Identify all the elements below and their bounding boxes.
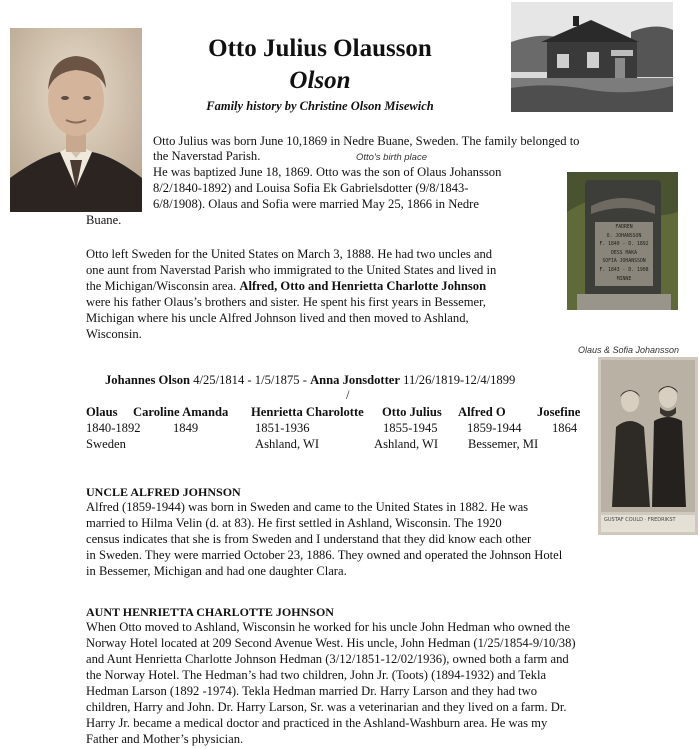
henrietta-line: children, Harry and John. Dr. Harry Larson, Sr. was a veterinarian and they lived on a farm. Dr.	[86, 700, 567, 714]
child-name: Caroline Amanda	[133, 405, 229, 419]
child-place: Ashland, WI	[255, 437, 320, 451]
child-dates: 1840-1892	[86, 421, 141, 435]
emigration-line: were his father Olaus’s brothers and sister. He spent his first years in Bessemer,	[86, 295, 486, 309]
child-name: Otto Julius	[382, 405, 442, 419]
headstone-line: SOFIA JOHANSSON	[602, 259, 646, 265]
henrietta-line: Harry Jr. became a medical doctor and practiced in the Ashland-Washburn area. He was my	[86, 716, 548, 730]
byline: Family history by Christine Olson Misewich	[206, 99, 434, 113]
portrait-photo	[10, 28, 142, 212]
grandmother-dates: 11/26/1819-12/4/1899	[403, 373, 516, 387]
headstone-line: O. JOHANSSON	[606, 233, 642, 239]
child-place: Sweden	[86, 437, 126, 451]
intro-line: Buane.	[86, 213, 122, 227]
page-title: Otto Julius Olausson	[208, 35, 432, 62]
intro-line: Otto Julius was born June 10,1869 in Nedre Buane, Sweden. The family belonged to	[153, 134, 580, 148]
alfred-line: census indicates that she is from Sweden and I understand that they did know each other	[86, 532, 532, 546]
intro-line: He was baptized June 18, 1869. Otto was the son of Olaus Johansson	[153, 165, 502, 179]
alfred-line: Alfred (1859-1944) was born in Sweden and came to the United States in 1882. He was	[86, 500, 529, 514]
grandfather-name: Johannes Olson	[105, 373, 191, 387]
alfred-line: in Sweden. They were married October 23, 1886. They owned and operated the Johnson Hotel	[86, 548, 563, 562]
alfred-line: in Bessemer, Michigan and had one daughter Clara.	[86, 564, 347, 578]
child-dates: 1849	[173, 421, 199, 435]
henrietta-line: When Otto moved to Ashland, Wisconsin he worked for his uncle John Hedman who owned the	[86, 620, 571, 634]
headstone-photo	[567, 172, 678, 310]
emigration-line: Michigan where his uncle Alfred Johnson lived and then moved to Ashland,	[86, 311, 469, 325]
child-dates: 1864	[552, 421, 578, 435]
page-subtitle: Olson	[289, 67, 351, 94]
couple-photo	[598, 357, 698, 535]
child-name: Henrietta Charolotte	[251, 405, 364, 419]
henrietta-line: Father and Mother’s physician.	[86, 732, 244, 746]
child-place: Bessemer, MI	[468, 437, 539, 451]
tree-connector: /	[346, 388, 350, 402]
child-dates: 1851-1936	[255, 421, 310, 435]
henrietta-line: the Norway Hotel. The Hedman’s had two children, John Jr. (Toots) (1894-1932) and Tekla	[86, 668, 547, 682]
henrietta-line: and Aunt Henrietta Charlotte Johnson Hedman (3/12/1851-12/02/1936), owned both a farm and	[86, 652, 569, 666]
relatives-names: Alfred, Otto and Henrietta Charlotte Johnson	[239, 279, 487, 293]
child-name: Alfred O	[458, 405, 506, 419]
henrietta-line: Norway Hotel located at 209 Second Avenue West. His uncle, John Hedman (1/25/1854-9/10/38)	[86, 636, 576, 650]
headstone-line: F. 1843 - D. 1908	[599, 267, 649, 273]
child-name: Josefine	[537, 405, 581, 419]
emigration-line: Otto left Sweden for the United States on March 3, 1888. He had two uncles and	[86, 247, 493, 261]
parents-caption: Olaus & Sofia Johansson	[578, 345, 680, 355]
grandmother-name: Anna Jonsdotter	[310, 373, 400, 387]
grandparents-line	[105, 373, 515, 388]
child-place: Ashland, WI	[374, 437, 439, 451]
intro-line: 8/2/1840-1892) and Louisa Sofia Ek Gabrielsdotter (9/8/1843-	[153, 181, 469, 195]
intro-line: 6/8/1908). Olaus and Sofia were married May 25, 1866 in Nedre	[153, 197, 479, 211]
child-dates: 1855-1945	[383, 421, 438, 435]
emigration-line	[86, 279, 486, 294]
child-name: Olaus	[86, 405, 118, 419]
emigration-text: the Michigan/Wisconsin area.	[86, 279, 240, 293]
headstone-line: DESS MAKA	[611, 250, 637, 256]
headstone-line: MINNE	[616, 276, 632, 282]
section-heading-aunt-henrietta: AUNT HENRIETTA CHARLOTTE JOHNSON	[86, 605, 334, 619]
section-heading-uncle-alfred: UNCLE ALFRED JOHNSON	[86, 485, 241, 499]
intro-line: the Naverstad Parish.	[153, 149, 261, 163]
alfred-line: married to Hilma Velin (d. at 83). He first settled in Ashland, Wisconsin. The 1920	[86, 516, 502, 530]
grandfather-dates: 4/25/1814 - 1/5/1875 -	[193, 373, 307, 387]
birthplace-caption: Otto's birth place	[356, 152, 427, 163]
photo-studio-imprint: GUSTAF COULD · FREDRIKST	[604, 517, 676, 523]
emigration-line: one aunt from Naverstad Parish who immigrated to the United States and lived in	[86, 263, 497, 277]
emigration-line: Wisconsin.	[86, 327, 142, 341]
birthplace-house-photo	[511, 2, 673, 112]
child-dates: 1859-1944	[467, 421, 522, 435]
henrietta-line: Hedman Larson (1892 -1974). Tekla Hedman married Dr. Harry Larson and they had two	[86, 684, 538, 698]
headstone-line: F. 1840 - D. 1892	[599, 242, 649, 248]
headstone-line: FADREN	[615, 225, 633, 230]
